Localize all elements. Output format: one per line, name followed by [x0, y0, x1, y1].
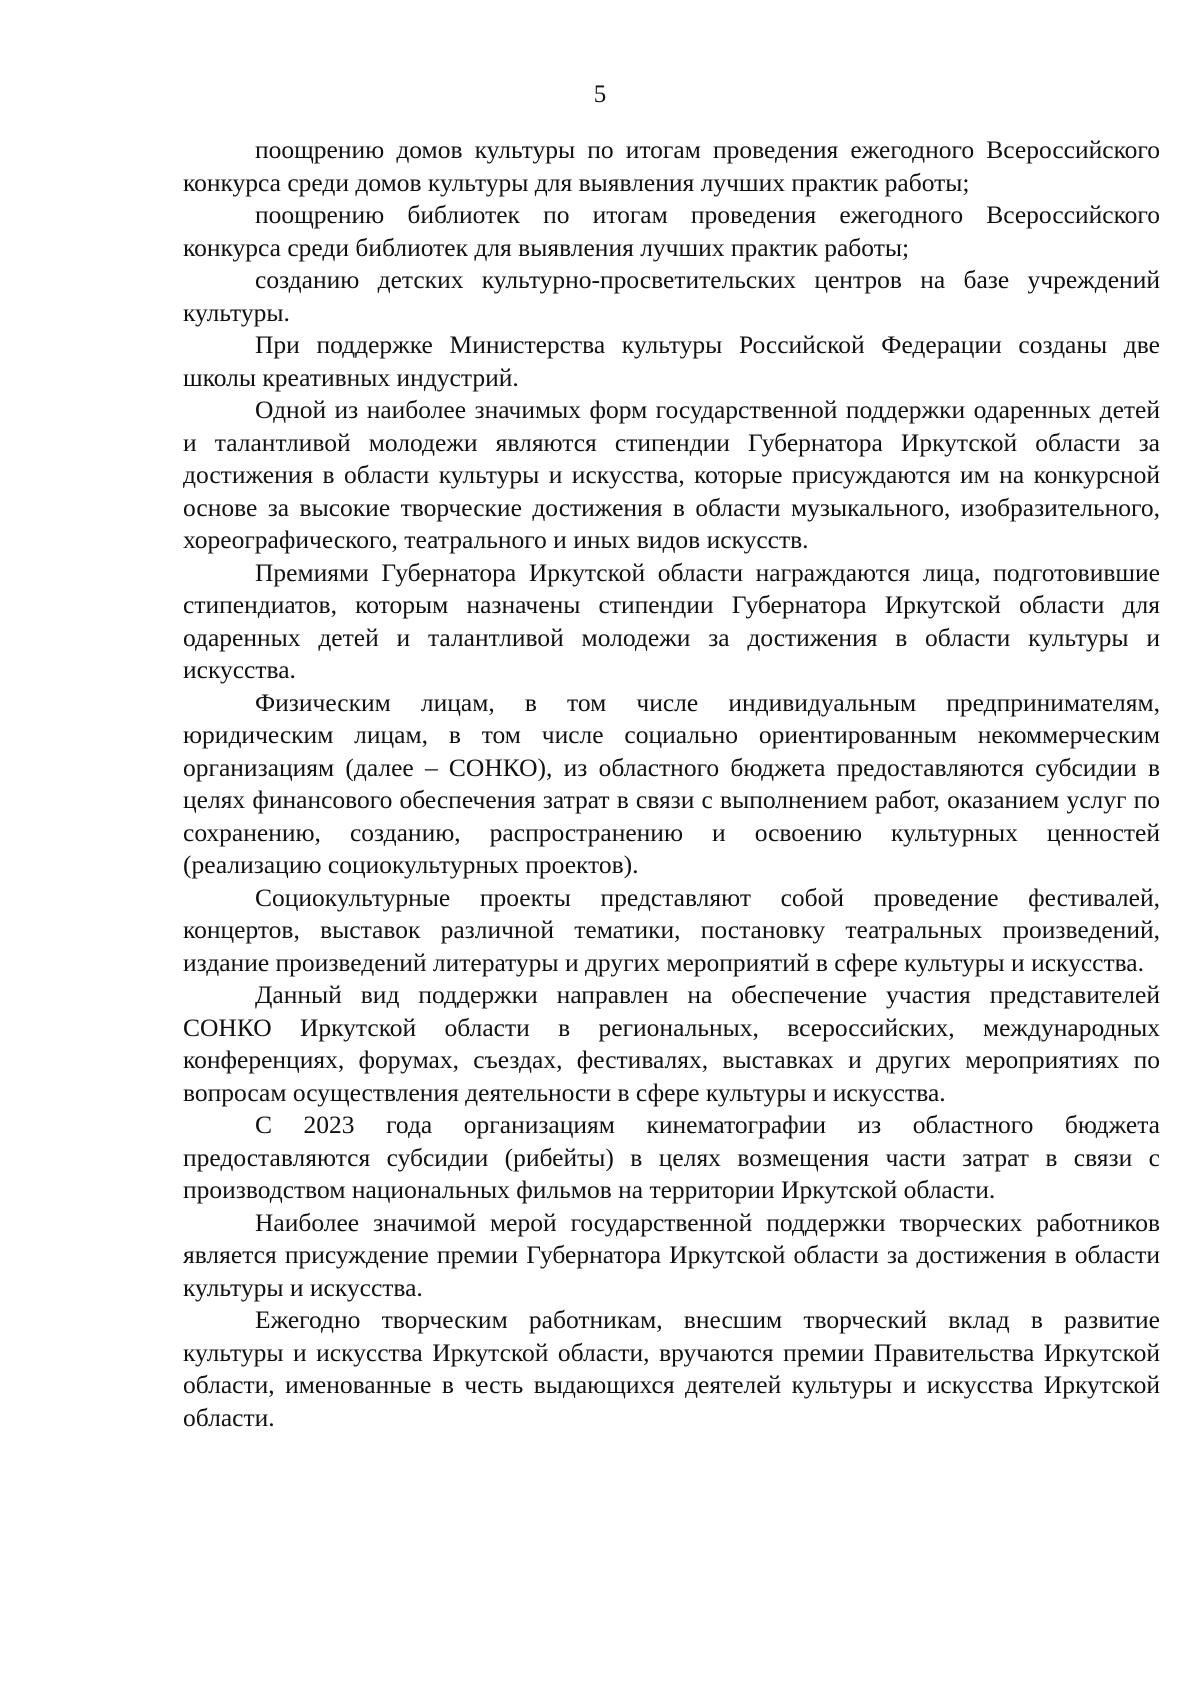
paragraph: поощрению библиотек по итогам проведения ежегодного Всероссийского конкурса среди библиотек для выявления лучших практик работы;: [183, 200, 1160, 262]
paragraph: Социокультурные проекты представляют собой проведение фестивалей, концертов, выставок различной тематики, постановку театральных произведений, издание произведений литературы и других мероприятий в сфере культуры и искусства.: [183, 882, 1160, 977]
page-number: 5: [593, 81, 607, 108]
paragraph: Одной из наиболее значимых форм государственной поддержки одаренных детей и талантливой молодежи являются стипендии Губернатора Иркутской области за достижения в области культуры и искусства, которые присуждаются им на конкурсной основе за высокие творческие достижения в области музыкального, изобразительного, хореографического, театрального и иных видов искусств.: [183, 395, 1160, 554]
paragraph: С 2023 года организациям кинематографии из областного бюджета предоставляются субсидии (рибейты) в целях возмещения части затрат в связи с производством национальных фильмов на территории Иркутской области.: [183, 1110, 1160, 1204]
paragraph: Физическим лицам, в том числе индивидуальным предпринимателям, юридическим лицам, в том числе социально ориентированным некоммерческим организациям (далее – СОНКО), из областного бюджета предоставляются субсидии в целях финансового обеспечения затрат в связи с выполнением работ, оказанием услуг по сохранению, созданию, распространению и освоению культурных ценностей (реализацию социокультурных проектов).: [183, 687, 1160, 879]
paragraph: Премиями Губернатора Иркутской области награждаются лица, подготовившие стипендиатов, которым назначены стипендии Губернатора Иркутской области для одаренных детей и талантливой молодежи за достижения в области культуры и искусства.: [183, 557, 1160, 684]
document-body: [183, 134, 1160, 1434]
paragraph: Данный вид поддержки направлен на обеспечение участия представителей СОНКО Иркутской области в региональных, всероссийских, международных конференциях, форумах, съездах, фестивалях, выставках и других мероприятиях по вопросам осуществления деятельности в сфере культуры и искусства.: [183, 980, 1160, 1107]
paragraph: поощрению домов культуры по итогам проведения ежегодного Всероссийского конкурса среди домов культуры для выявления лучших практик работы;: [183, 135, 1160, 197]
paragraph: Наиболее значимой мерой государственной поддержки творческих работников является присуждение премии Губернатора Иркутской области за достижения в области культуры и искусства.: [183, 1207, 1160, 1302]
paragraph: При поддержке Министерства культуры Российской Федерации созданы две школы креативных индустрий.: [183, 330, 1160, 392]
paragraph: созданию детских культурно-просветительских центров на базе учреждений культуры.: [183, 265, 1160, 327]
paragraph: Ежегодно творческим работникам, внесшим творческий вклад в развитие культуры и искусства Иркутской области, вручаются премии Правительства Иркутской области, именованные в честь выдающихся деятелей культуры и искусства Иркутской области.: [183, 1305, 1160, 1432]
